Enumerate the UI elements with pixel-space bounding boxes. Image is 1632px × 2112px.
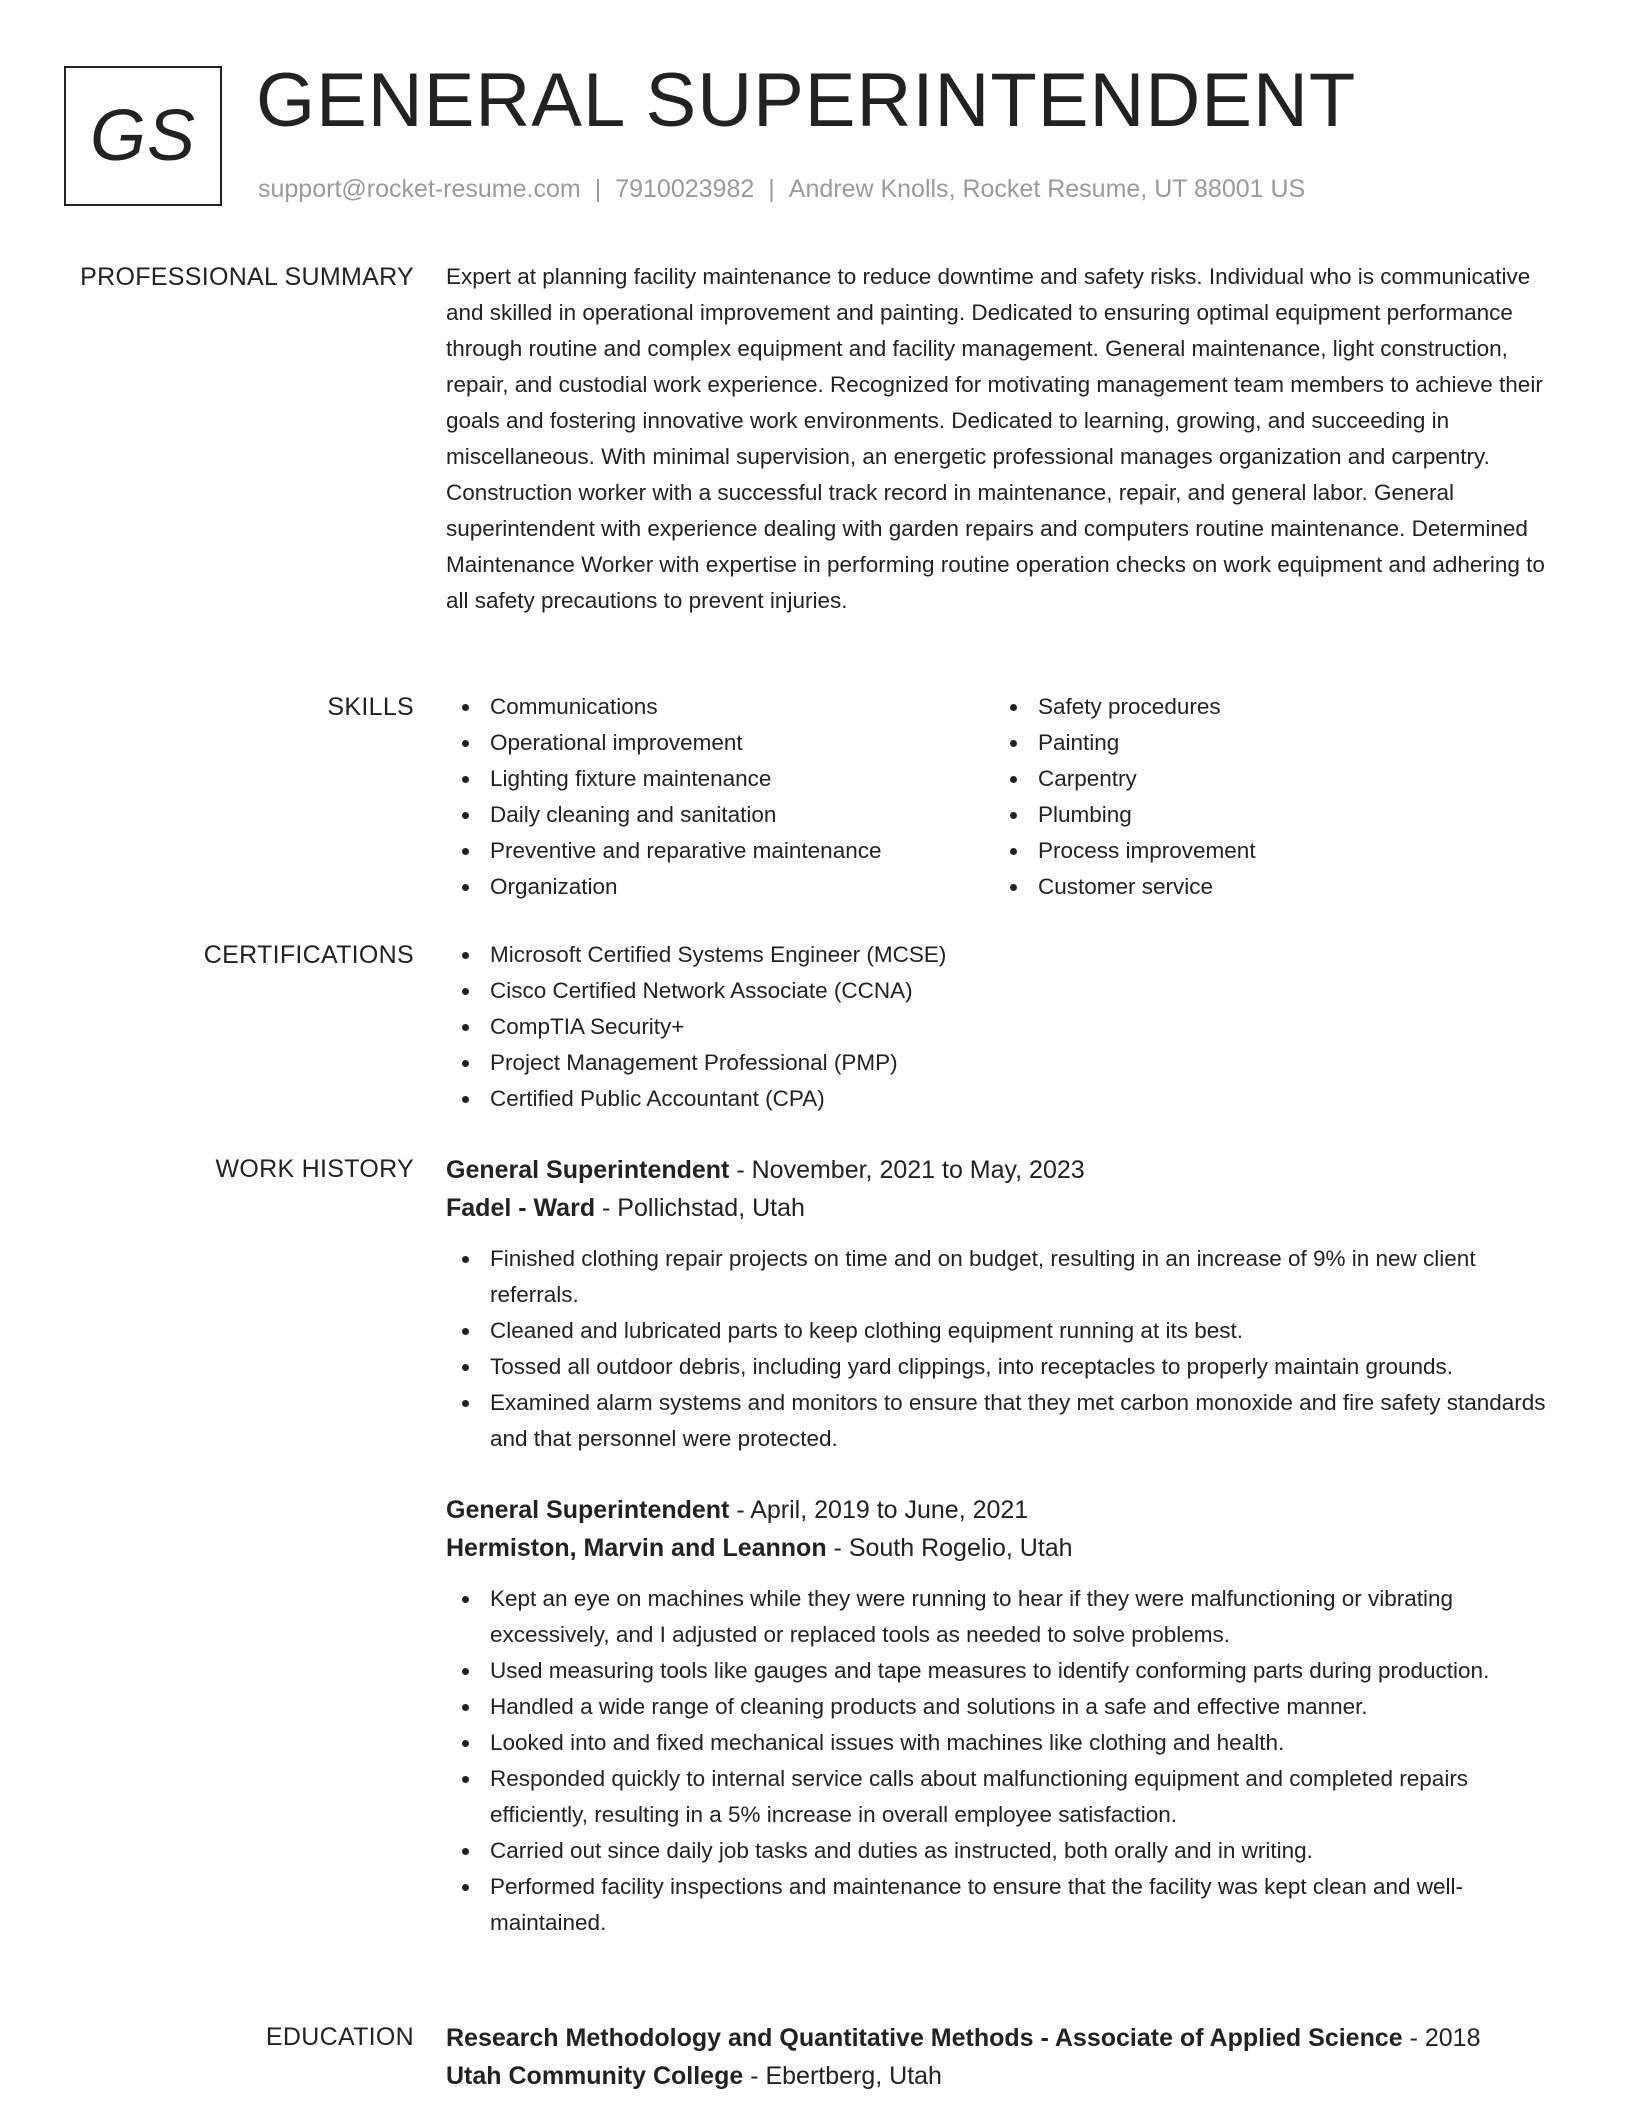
job-dates: - November, 2021 to May, 2023	[729, 1156, 1085, 1184]
summary-text: Expert at planning facility maintenance to reduce downtime and safety risks. Individual who is communicative and skilled in operational improvement and painting. Dedicated to ensuring optimal equipment performance through routine and complex equipment and facility management. General maintenance, light construction, repair, and custodial work experience. Recognized for motivating management team members to achieve their goals and fostering innovative work environments. Dedicated to learning, growing, and succeeding in miscellaneous. With minimal supervision, an energetic professional manages organization and carpentry. Construction worker with a successful track record in maintenance, repair, and general labor. General superintendent with experience dealing with garden repairs and computers routine maintenance. Determined Maintenance Worker with expertise in performing routine operation checks on work equipment and adhering to all safety precautions to prevent injuries.	[446, 264, 1545, 613]
section-heading-summary: PROFESSIONAL SUMMARY	[80, 263, 414, 291]
skill-item: Preventive and reparative maintenance	[446, 833, 994, 869]
job-entry	[446, 1491, 1566, 1941]
contact-email[interactable]: support@rocket-resume.com	[258, 175, 581, 203]
certification-item: Microsoft Certified Systems Engineer (MCSE)	[446, 937, 1566, 973]
certification-item: Project Management Professional (PMP)	[446, 1045, 1566, 1081]
job-bullet: Responded quickly to internal service calls about malfunctioning equipment and completed repairs efficiently, resulting in a 5% increase in overall employee satisfaction.	[446, 1761, 1566, 1833]
skill-item: Safety procedures	[994, 689, 1542, 725]
job-company-line	[446, 1189, 1566, 1227]
job-bullet: Examined alarm systems and monitors to ensure that they met carbon monoxide and fire safety standards and that personnel were protected.	[446, 1385, 1566, 1457]
contact-separator: |	[768, 175, 775, 203]
contact-separator: |	[594, 175, 602, 203]
job-bullet: Performed facility inspections and maintenance to ensure that the facility was kept clean and well-maintained.	[446, 1869, 1566, 1941]
education-degree-line	[446, 2019, 1566, 2057]
job-entry	[446, 1151, 1566, 1457]
skill-item: Lighting fixture maintenance	[446, 761, 994, 797]
page-title: GENERAL SUPERINTENDENT	[256, 58, 1357, 143]
section-heading-work-history: WORK HISTORY	[215, 1155, 414, 1183]
job-bullet: Cleaned and lubricated parts to keep clothing equipment running at its best.	[446, 1313, 1566, 1349]
skills-body	[446, 689, 1566, 905]
skill-item: Painting	[994, 725, 1542, 761]
job-title: General Superintendent	[446, 1156, 730, 1184]
job-bullet: Handled a wide range of cleaning products and solutions in a safe and effective manner.	[446, 1689, 1566, 1725]
contact-phone[interactable]: 7910023982	[615, 175, 755, 203]
section-heading-skills: SKILLS	[327, 693, 414, 721]
certifications-body	[446, 937, 1566, 1117]
summary-body	[446, 259, 1566, 619]
certification-item: Cisco Certified Network Associate (CCNA)	[446, 973, 1566, 1009]
education-location: - Ebertberg, Utah	[743, 2062, 942, 2090]
education-school-line	[446, 2057, 1566, 2095]
education-school: Utah Community College	[446, 2062, 744, 2090]
job-bullets	[446, 1581, 1566, 1941]
certification-item: Certified Public Accountant (CPA)	[446, 1081, 1566, 1117]
skill-item: Plumbing	[994, 797, 1542, 833]
job-location: - Pollichstad, Utah	[595, 1194, 805, 1222]
education-degree: Research Methodology and Quantitative Methods - Associate of Applied Science	[446, 2024, 1403, 2052]
skills-list-left	[446, 689, 994, 905]
education-body	[446, 2019, 1566, 2095]
section-heading-certifications: CERTIFICATIONS	[203, 941, 414, 969]
job-company-line	[446, 1529, 1566, 1567]
contact-address: Andrew Knolls, Rocket Resume, UT 88001 US	[788, 175, 1306, 203]
work-history-body	[446, 1151, 1566, 1941]
job-dates: - April, 2019 to June, 2021	[729, 1496, 1029, 1524]
education-year: - 2018	[1402, 2024, 1481, 2052]
certification-item: CompTIA Security+	[446, 1009, 1566, 1045]
job-title-line	[446, 1151, 1566, 1189]
skills-list-right	[994, 689, 1542, 905]
skill-item: Process improvement	[994, 833, 1542, 869]
job-bullet: Used measuring tools like gauges and tape measures to identify conforming parts during production.	[446, 1653, 1566, 1689]
section-heading-education: EDUCATION	[265, 2023, 414, 2051]
skill-item: Carpentry	[994, 761, 1542, 797]
job-bullets	[446, 1241, 1566, 1457]
job-company: Hermiston, Marvin and Leannon	[446, 1534, 827, 1562]
skill-item: Operational improvement	[446, 725, 994, 761]
job-location: - South Rogelio, Utah	[826, 1534, 1073, 1562]
monogram-logo: GS	[64, 66, 222, 206]
contact-line	[258, 172, 1305, 206]
job-bullet: Kept an eye on machines while they were running to hear if they were malfunctioning or vibrating excessively, and I adjusted or replaced tools as needed to solve problems.	[446, 1581, 1566, 1653]
job-bullet: Looked into and fixed mechanical issues with machines like clothing and health.	[446, 1725, 1566, 1761]
skill-item: Organization	[446, 869, 994, 905]
skill-item: Daily cleaning and sanitation	[446, 797, 994, 833]
job-bullet: Finished clothing repair projects on time and on budget, resulting in an increase of 9% in new client referrals.	[446, 1241, 1566, 1313]
job-bullet: Tossed all outdoor debris, including yard clippings, into receptacles to properly maintain grounds.	[446, 1349, 1566, 1385]
job-company: Fadel - Ward	[446, 1194, 596, 1222]
skill-item: Customer service	[994, 869, 1542, 905]
skill-item: Communications	[446, 689, 994, 725]
certifications-list	[446, 937, 1566, 1117]
job-title-line	[446, 1491, 1566, 1529]
skills-grid	[446, 689, 1566, 905]
job-bullet: Carried out since daily job tasks and duties as instructed, both orally and in writing.	[446, 1833, 1566, 1869]
job-title: General Superintendent	[446, 1496, 730, 1524]
